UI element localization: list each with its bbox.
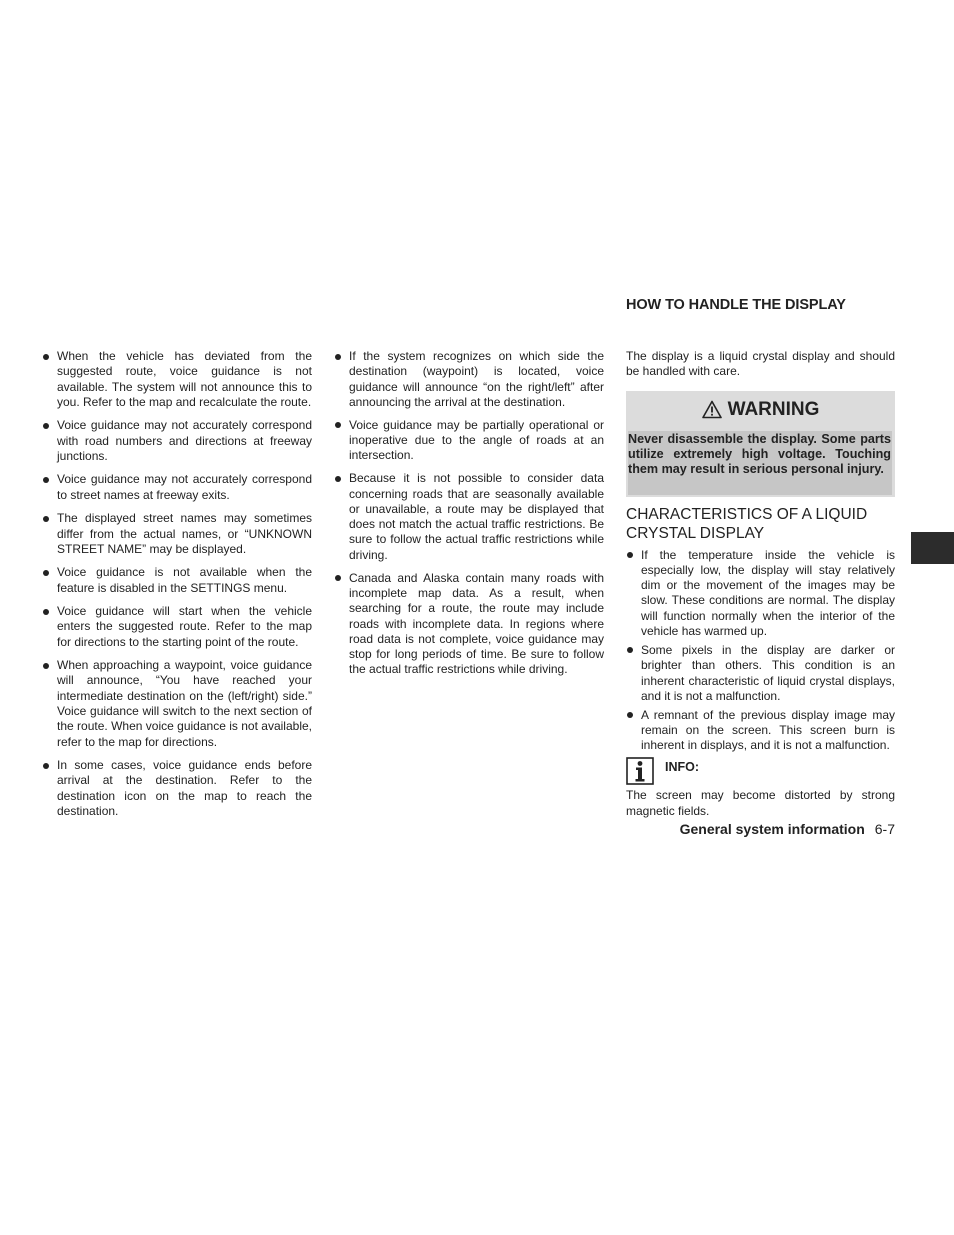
page-footer	[626, 821, 895, 837]
bullet-list	[334, 349, 604, 678]
warning-box	[626, 391, 895, 497]
left-column	[42, 349, 312, 828]
list-item: A remnant of the previous display image may remain on the screen. This screen burn is inherent in displays, and it is not a malfunction.	[626, 708, 895, 754]
list-item: When approaching a waypoint, voice guidance will announce, “You have reached your intermediate destination on the (left/right) side.” Voice guidance will switch to the next section of the route. When voice guidance is not available, refer to the map for directions.	[42, 658, 312, 750]
info-label: INFO:	[665, 759, 700, 774]
footer-section-name: General system information	[679, 821, 865, 837]
list-item: Voice guidance will start when the vehicle enters the suggested route. Refer to the map for directions to the starting point of the route.	[42, 604, 312, 650]
list-item: In some cases, voice guidance ends before arrival at the destination. Refer to the destination icon on the map to reach the destination.	[42, 758, 312, 819]
info-text: The screen may become distorted by strong magnetic fields.	[626, 788, 895, 818]
info-icon	[626, 757, 654, 785]
right-column	[626, 349, 895, 819]
list-item: If the temperature inside the vehicle is especially low, the display will stay relatively dim or the movement of the images may be slow. These conditions are normal. The display will function normally when the interior of the vehicle has warmed up.	[626, 548, 895, 640]
chapter-tab-marker	[911, 532, 954, 564]
warning-header	[626, 391, 895, 429]
list-item: Because it is not possible to consider data concerning roads that are seasonally available or unavailable, a route may be displayed that does not match the actual traffic restrictions. Be sure to follow the actual traffic restrictions while driving.	[334, 471, 604, 563]
list-item: If the system recognizes on which side the destination (waypoint) is located, voice guidance will announce “on the right/left” after announcing the arrival at the destination.	[334, 349, 604, 410]
list-item: Voice guidance may not accurately correspond with road numbers and directions at freeway junctions.	[42, 418, 312, 464]
section-heading: HOW TO HANDLE THE DISPLAY	[626, 297, 846, 313]
list-item: Voice guidance may be partially operational or inoperative due to the angle of roads at an intersection.	[334, 418, 604, 464]
middle-column	[334, 349, 604, 685]
warning-title: WARNING	[727, 398, 820, 420]
bullet-list	[42, 349, 312, 819]
list-item: Canada and Alaska contain many roads with incomplete map data. As a result, when searching for a route, the route may include roads with incomplete data. In regions where road data is not complete, voice guidance may stop for long periods of time. Be sure to follow the actual traffic restrictions while driving.	[334, 571, 604, 678]
list-item: When the vehicle has deviated from the suggested route, voice guidance is not available. The system will not announce this to you. Refer to the map and recalculate the route.	[42, 349, 312, 410]
list-item: Voice guidance is not available when the feature is disabled in the SETTINGS menu.	[42, 565, 312, 596]
list-item: Some pixels in the display are darker or brighter than others. This condition is an inherent characteristic of liquid crystal displays, and it is not a malfunction.	[626, 643, 895, 704]
list-item: The displayed street names may sometimes differ from the actual names, or “UNKNOWN STREET NAME” may be displayed.	[42, 511, 312, 557]
info-note-header	[626, 757, 895, 785]
bullet-list	[626, 548, 895, 754]
list-item: Voice guidance may not accurately correspond to street names at freeway exits.	[42, 472, 312, 503]
intro-paragraph: The display is a liquid crystal display and should be handled with care.	[626, 349, 895, 379]
warning-triangle-icon	[702, 400, 722, 419]
page-number: 6-7	[874, 821, 895, 837]
warning-text: Never disassemble the display. Some parts utilize extremely high voltage. Touching them may result in serious personal injury.	[628, 431, 892, 495]
subsection-heading: CHARACTERISTICS OF A LIQUID CRYSTAL DISPLAY	[626, 505, 868, 542]
